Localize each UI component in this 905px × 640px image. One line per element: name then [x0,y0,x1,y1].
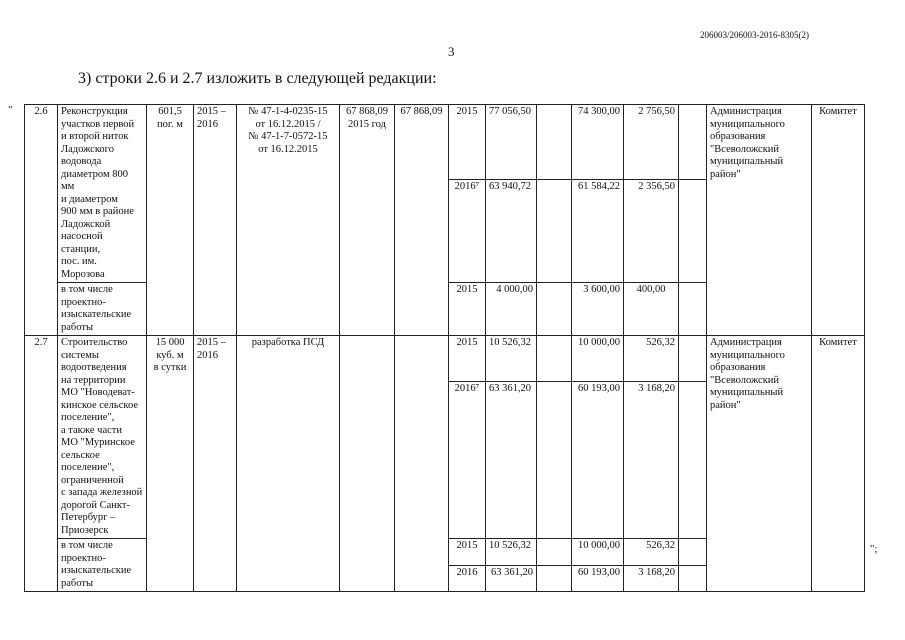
amount-total: 63 940,72 [486,179,537,282]
amount-total: 63 361,20 [486,382,537,539]
row-number: 2.6 [25,105,58,336]
total-cost [395,336,449,592]
year: 2016⁷ [449,179,486,282]
amount-regional: 60 193,00 [572,565,624,592]
total-cost: 67 868,09 [395,105,449,336]
amount-local: 3 168,20 [624,382,679,539]
empty-cell [679,105,707,180]
amount-local: 400,00 [624,283,679,336]
closing-quote: "; [870,543,878,555]
amount-total: 10 526,32 [486,336,537,382]
object-name: Реконструкция участков первой и второй ниток Ладожского водовода диаметром 800 мм и диаметром 900 мм в районе Ладожской насосной станции, пос. им. Морозова [58,105,147,283]
empty-cell [537,565,572,592]
committee: Комитет [812,336,865,592]
amount-local: 526,32 [624,336,679,382]
amendment-heading: 3) строки 2.6 и 2.7 изложить в следующей редакции: [78,70,437,87]
table-row [25,105,865,180]
empty-cell [679,539,707,566]
amount-local: 2 356,50 [624,179,679,282]
empty-cell [537,336,572,382]
project-document: разработка ПСД [237,336,340,592]
amount-regional: 3 600,00 [572,283,624,336]
empty-cell [679,283,707,336]
empty-cell [537,539,572,566]
empty-cell [679,179,707,282]
year: 2015 [449,105,486,180]
document-id: 206003/206003-2016-8305(2) [700,30,809,40]
empty-cell [679,565,707,592]
amount-regional: 74 300,00 [572,105,624,180]
year: 2015 [449,283,486,336]
opening-quote: " [8,104,13,116]
project-document: № 47-1-4-0235-15 от 16.12.2015 / № 47-1-7-0572-15 от 16.12.2015 [237,105,340,336]
subitem-label: в том числе проектно- изыскательские работы [58,539,147,592]
amount-total: 10 526,32 [486,539,537,566]
empty-cell [679,382,707,539]
empty-cell [537,382,572,539]
amount-total: 77 056,50 [486,105,537,180]
amount-local: 2 756,50 [624,105,679,180]
recipient: Администрация муниципального образования "Всеволожский муниципальный район" [707,105,812,336]
capacity: 15 000 куб. м в сутки [147,336,194,592]
amount-regional: 10 000,00 [572,336,624,382]
amount-regional: 61 584,22 [572,179,624,282]
empty-cell [537,179,572,282]
period: 2015 – 2016 [194,336,237,592]
empty-cell [679,336,707,382]
empty-cell [537,283,572,336]
amount-regional: 10 000,00 [572,539,624,566]
year: 2015 [449,539,486,566]
committee: Комитет [812,105,865,336]
period: 2015 – 2016 [194,105,237,336]
year: 2015 [449,336,486,382]
amount-regional: 60 193,00 [572,382,624,539]
program-table [24,104,865,592]
amount-local: 526,32 [624,539,679,566]
amount-total: 63 361,20 [486,565,537,592]
row-number: 2.7 [25,336,58,592]
object-name: Строительство системы водоотведения на территории МО "Новодеват- кинское сельское поселение", а также части МО "Муринское сельское поселение", ограниченной с запада железной дорогой Санкт- Петербург – Приозерск [58,336,147,539]
recipient: Администрация муниципального образования "Всеволожский муниципальный район" [707,336,812,592]
page-number: 3 [448,44,455,59]
year: 2016 [449,565,486,592]
estimate-cost: 67 868,09 2015 год [340,105,395,336]
amount-total: 4 000,00 [486,283,537,336]
estimate-cost [340,336,395,592]
capacity: 601,5 пог. м [147,105,194,336]
subitem-label: в том числе проектно- изыскательские работы [58,283,147,336]
amount-local: 3 168,20 [624,565,679,592]
year: 2016⁷ [449,382,486,539]
table-row [25,336,865,382]
empty-cell [537,105,572,180]
